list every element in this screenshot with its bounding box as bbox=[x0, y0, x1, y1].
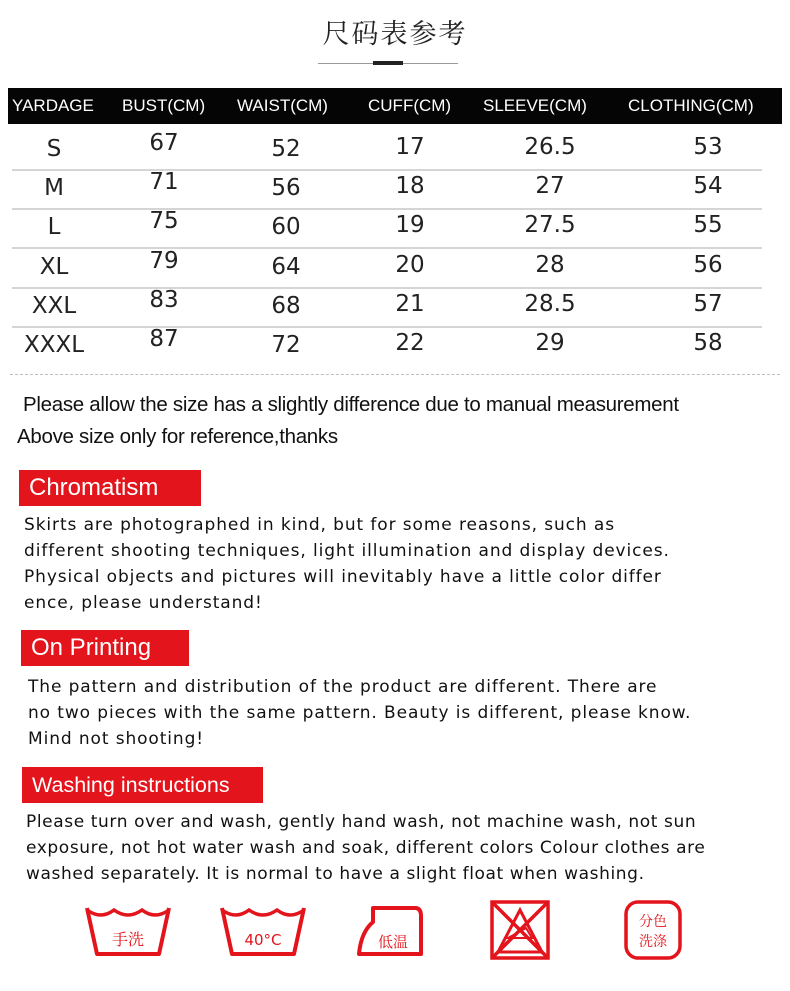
table-cell: 28 bbox=[535, 251, 565, 278]
table-cell: 18 bbox=[395, 173, 425, 200]
hand-wash-icon bbox=[83, 898, 173, 962]
table-cell: 64 bbox=[271, 253, 301, 280]
dashed-divider bbox=[10, 374, 780, 375]
table-cell: XL bbox=[39, 253, 69, 280]
washing-line: Please turn over and wash, gently hand wash, not machine wash, not sun bbox=[26, 812, 697, 832]
header-clothing: CLOTHING(CM) bbox=[628, 96, 754, 115]
title-accent-bar bbox=[373, 61, 403, 65]
table-cell: 87 bbox=[149, 326, 179, 352]
table-cell: 58 bbox=[693, 330, 723, 356]
table-cell: 28.5 bbox=[524, 290, 576, 317]
printing-heading: On Printing bbox=[21, 630, 189, 666]
table-cell: M bbox=[44, 175, 64, 202]
table-row bbox=[12, 248, 762, 289]
size-table-header bbox=[8, 88, 782, 124]
table-cell: 72 bbox=[271, 332, 301, 358]
washing-heading: Washing instructions bbox=[22, 767, 263, 803]
table-cell: 67 bbox=[149, 130, 179, 156]
table-cell: 29 bbox=[535, 330, 565, 356]
printing-line: Mind not shooting! bbox=[28, 729, 205, 749]
table-cell: 21 bbox=[395, 290, 425, 317]
header-yardage: YARDAGE bbox=[12, 96, 94, 115]
table-cell: 17 bbox=[395, 134, 425, 160]
washing-line: washed separately. It is normal to have a slight float when washing. bbox=[26, 864, 645, 884]
wash-40-label: 40°C bbox=[244, 931, 282, 949]
table-cell: 56 bbox=[693, 251, 723, 278]
header-cuff: CUFF(CM) bbox=[368, 96, 452, 115]
table-cell: 52 bbox=[271, 136, 301, 162]
chromatism-line: Physical objects and pictures will inevitably have a little color differ bbox=[24, 567, 662, 587]
table-cell: XXL bbox=[31, 292, 77, 319]
chromatism-line: ence, please understand! bbox=[24, 593, 263, 613]
wash-40-icon bbox=[218, 898, 308, 962]
header-sleeve: SLEEVE(CM) bbox=[483, 96, 587, 115]
table-cell: 27.5 bbox=[524, 212, 576, 239]
separate-wash-icon bbox=[612, 898, 702, 962]
printing-text bbox=[28, 674, 788, 752]
chromatism-line: different shooting techniques, light illumination and display devices. bbox=[24, 541, 670, 561]
table-row bbox=[12, 287, 762, 328]
table-cell: 19 bbox=[395, 212, 425, 239]
washing-text bbox=[26, 809, 786, 887]
table-cell: L bbox=[47, 214, 61, 241]
table-cell: 79 bbox=[149, 247, 179, 274]
table-row bbox=[12, 130, 762, 171]
printing-line: The pattern and distribution of the product are different. There are bbox=[28, 677, 658, 697]
table-cell: 71 bbox=[149, 169, 179, 196]
table-cell: 68 bbox=[271, 292, 301, 319]
table-cell: 22 bbox=[395, 330, 425, 356]
table-row bbox=[12, 208, 762, 249]
header-bust: BUST(CM) bbox=[122, 96, 206, 115]
printing-line: no two pieces with the same pattern. Beauty is different, please know. bbox=[28, 703, 692, 723]
table-row bbox=[12, 326, 762, 365]
header-waist: WAIST(CM) bbox=[237, 96, 328, 115]
table-cell: XXXL bbox=[23, 332, 85, 358]
table-cell: 27 bbox=[535, 173, 565, 200]
chromatism-heading: Chromatism bbox=[19, 470, 201, 506]
separate-wash-label-1: 分色 bbox=[639, 914, 667, 930]
separate-wash-label-2: 洗涤 bbox=[639, 934, 667, 950]
table-cell: 60 bbox=[271, 214, 301, 241]
table-cell: 54 bbox=[693, 173, 723, 200]
note-measurement: Please allow the size has a slightly difference due to manual measurement bbox=[23, 393, 679, 416]
table-cell: 83 bbox=[149, 286, 179, 313]
chromatism-text bbox=[24, 512, 784, 616]
table-cell: S bbox=[46, 136, 62, 162]
table-cell: 56 bbox=[271, 175, 301, 202]
table-cell: 55 bbox=[693, 212, 723, 239]
washing-line: exposure, not hot water wash and soak, different colors Colour clothes are bbox=[26, 838, 706, 858]
low-iron-icon bbox=[351, 898, 441, 962]
table-cell: 26.5 bbox=[524, 134, 576, 160]
low-iron-label: 低温 bbox=[377, 933, 409, 951]
table-row bbox=[12, 169, 762, 210]
table-cell: 20 bbox=[395, 251, 425, 278]
table-cell: 53 bbox=[693, 134, 723, 160]
chromatism-line: Skirts are photographed in kind, but for some reasons, such as bbox=[24, 515, 615, 535]
no-bleach-icon bbox=[478, 898, 568, 962]
note-reference: Above size only for reference,thanks bbox=[17, 425, 338, 448]
table-cell: 75 bbox=[149, 208, 179, 235]
table-cell: 57 bbox=[693, 290, 723, 317]
page-title: 尺码表参考 bbox=[322, 19, 468, 50]
hand-wash-label: 手洗 bbox=[111, 930, 145, 949]
